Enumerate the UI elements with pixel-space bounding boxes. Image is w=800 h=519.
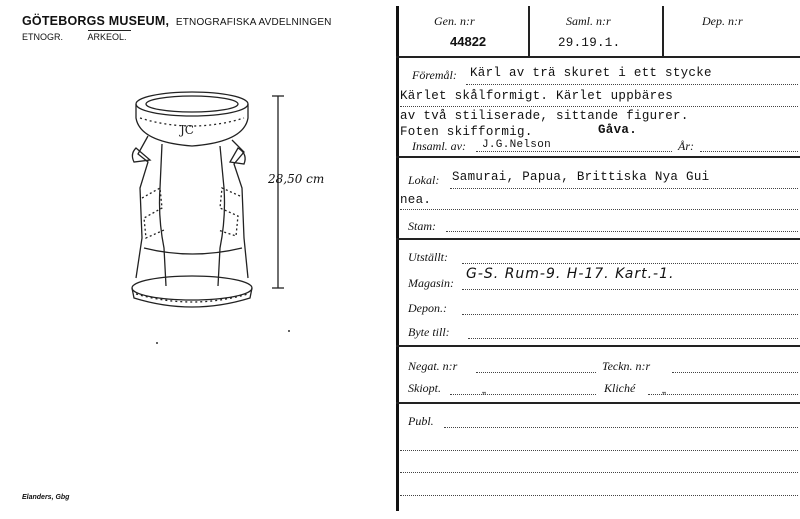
insaml-label: Insaml. av: xyxy=(412,139,466,153)
measurement-bar xyxy=(270,94,286,290)
negat-label: Negat. n:r xyxy=(408,359,458,373)
museum-name: GÖTEBORGS MUSEUM, xyxy=(22,14,170,28)
utstallt-label: Utställt: xyxy=(408,250,449,264)
printer-imprint: Elanders, Gbg xyxy=(22,494,70,501)
dotted-rule xyxy=(400,209,798,210)
teckn-label: Teckn. n:r xyxy=(602,359,651,373)
skiopt-label: Skiopt. xyxy=(408,381,441,395)
dotted-rule xyxy=(700,151,798,152)
lokal-label: Lokal: xyxy=(408,173,440,187)
saml-nr-label: Saml. n:r xyxy=(566,14,611,28)
left-figure-head xyxy=(132,148,150,162)
right-figure-inner xyxy=(218,146,225,286)
publ-label: Publ. xyxy=(408,414,434,428)
byte-label: Byte till: xyxy=(408,325,450,339)
dotted-rule xyxy=(476,372,596,373)
dotted-rule xyxy=(648,394,798,395)
cell-divider xyxy=(662,6,664,56)
section-rule xyxy=(396,238,800,240)
card-left-border xyxy=(396,6,399,511)
ar-label: År: xyxy=(678,139,694,153)
left-figure-inner xyxy=(160,144,167,286)
bowl-inner-rim xyxy=(146,96,238,112)
foremal-line-3: av två stiliserade, sittande figurer. xyxy=(400,109,689,123)
dotted-rule xyxy=(462,289,798,290)
kliche-ditto: „ xyxy=(662,382,666,396)
gen-nr-value: 44822 xyxy=(450,34,487,49)
gen-nr-label: Gen. n:r xyxy=(434,14,475,28)
foot-body xyxy=(132,288,252,307)
lower-band xyxy=(144,248,242,254)
dotted-rule xyxy=(444,427,798,428)
dotted-rule xyxy=(400,472,798,473)
foremal-label: Föremål: xyxy=(412,68,457,82)
dotted-rule xyxy=(468,338,798,339)
saml-nr-value: 29.19.1. xyxy=(558,36,621,50)
foot-top xyxy=(132,276,252,300)
dep-nr-label: Dep. n:r xyxy=(702,14,743,28)
foremal-line-4: Foten skifformig. xyxy=(400,125,533,139)
dotted-rule xyxy=(400,450,798,451)
museum-title xyxy=(22,14,332,28)
section-rule xyxy=(396,345,800,347)
dotted-rule xyxy=(672,372,798,373)
gava-note: Gåva. xyxy=(598,123,638,137)
dotted-rule xyxy=(400,495,798,496)
cell-divider xyxy=(528,6,530,56)
foremal-line-2: Kärlet skålformigt. Kärlet uppbäres xyxy=(400,89,674,103)
stray-mark xyxy=(288,330,290,332)
lokal-value: Samurai, Papua, Brittiska Nya Gui xyxy=(452,170,710,184)
magasin-value: G-S. Rum-9. H-17. Kart.-1. xyxy=(466,266,675,282)
measurement-label: 28,50 cm xyxy=(268,172,325,186)
kliche-label: Kliché xyxy=(604,381,636,395)
dotted-rule xyxy=(450,188,798,189)
department-name: ETNOGRAFISKA AVDELNINGEN xyxy=(175,17,332,28)
header-bottom-rule xyxy=(396,56,800,58)
foot-band xyxy=(136,294,248,302)
etnogr-label: ETNOGR. xyxy=(22,32,64,42)
skiopt-ditto: „ xyxy=(482,382,486,396)
arkeol-label-struck: ARKEOL. xyxy=(87,32,127,42)
dotted-rule xyxy=(476,151,672,152)
category-line xyxy=(22,32,127,42)
stam-label: Stam: xyxy=(408,219,436,233)
dotted-rule xyxy=(466,84,798,85)
right-limb-pattern xyxy=(218,188,240,236)
magasin-label: Magasin: xyxy=(408,276,454,290)
dotted-rule xyxy=(462,263,798,264)
dotted-rule xyxy=(462,314,798,315)
insaml-value: J.G.Nelson xyxy=(482,139,552,151)
stray-mark xyxy=(156,342,158,344)
dotted-rule xyxy=(400,106,798,107)
section-rule xyxy=(396,402,800,404)
vessel-drawing xyxy=(120,88,270,318)
depon-label: Depon.: xyxy=(408,301,447,315)
lokal-continuation: nea. xyxy=(400,193,432,207)
dotted-rule xyxy=(450,394,596,395)
bowl-emblem: JC xyxy=(180,123,194,137)
section-rule xyxy=(396,156,800,158)
foremal-line-1: Kärl av trä skuret i ett stycke xyxy=(470,66,712,80)
dotted-rule xyxy=(446,231,798,232)
